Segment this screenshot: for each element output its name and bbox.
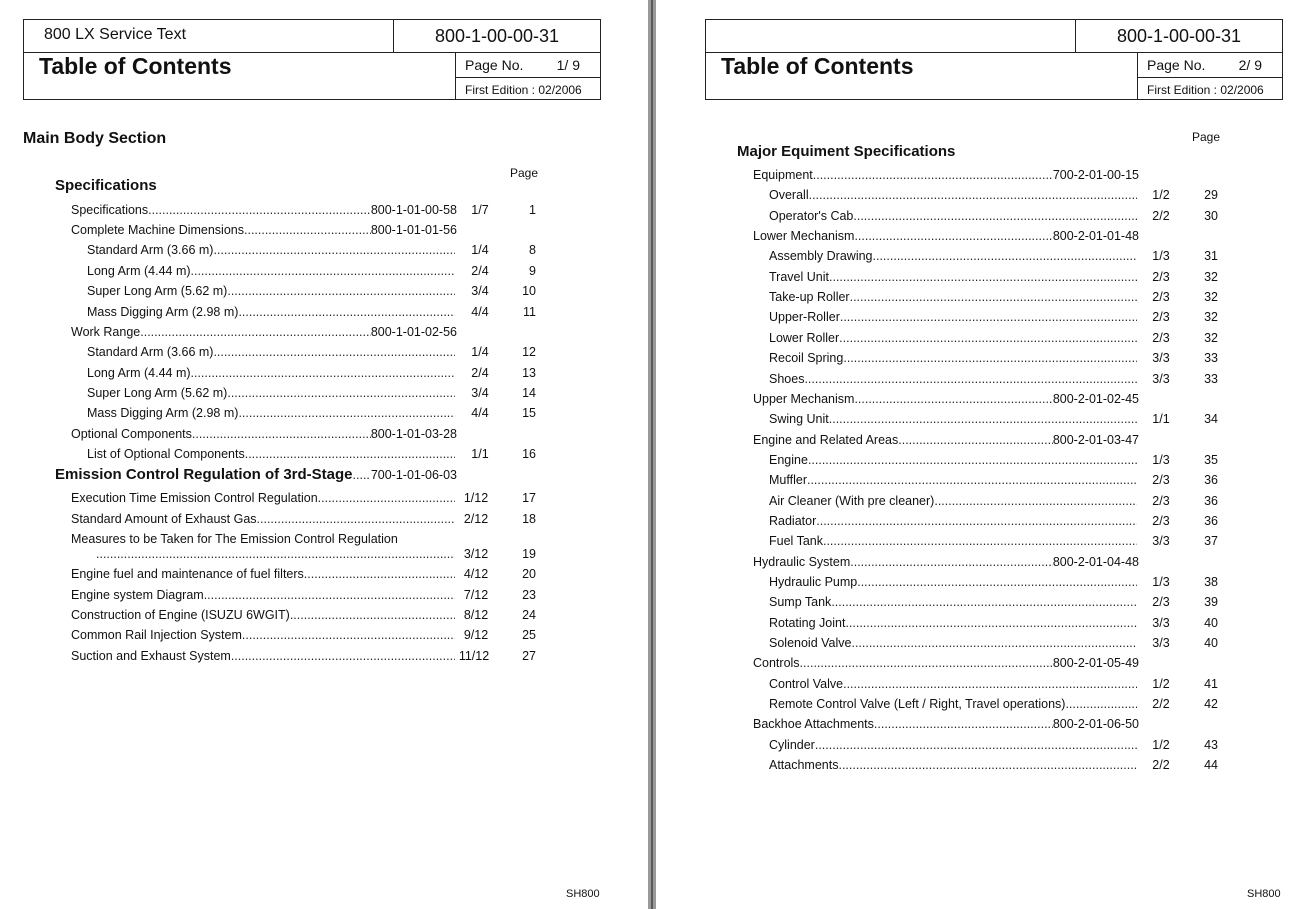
page-number: 24 [522, 608, 536, 622]
toc-entry[interactable]: Engine fuel and maintenance of fuel filters ..... [71, 567, 455, 581]
toc-entry[interactable]: Complete Machine Dimensions ..... 800-1-01-01-56 [71, 223, 457, 237]
toc-entry[interactable]: Lower Mechanism ..... 800-2-01-01-48 [753, 229, 1139, 243]
page-number-value: 2/ 9 [1238, 57, 1262, 73]
sheet-count: 2/12 [463, 512, 489, 526]
sheet-count: 1/4 [471, 345, 489, 359]
toc-entry[interactable]: Upper Mechanism ..... 800-2-01-02-45 [753, 392, 1139, 406]
page-number: 40 [1204, 636, 1218, 650]
footer-model: SH800 [1247, 888, 1281, 900]
page-header [23, 19, 601, 100]
page-title: Table of Contents [39, 53, 232, 79]
toc-entry[interactable]: Control Valve ..... [769, 677, 1137, 691]
toc-entry[interactable]: Attachments ..... [769, 758, 1137, 772]
page-number: 36 [1204, 473, 1218, 487]
toc-entry[interactable]: Mass Digging Arm (2.98 m) ..... [87, 305, 455, 319]
sheet-count: 2/3 [1152, 514, 1170, 528]
document-number: 800-1-00-00-31 [1116, 26, 1242, 46]
toc-entry[interactable]: Upper-Roller ..... [769, 310, 1137, 324]
document-number: 800-1-00-00-31 [434, 26, 560, 46]
toc-entry[interactable]: Travel Unit ..... [769, 270, 1137, 284]
toc-page-1 [0, 0, 648, 909]
page-number: 14 [522, 386, 536, 400]
sheet-count: 2/3 [1152, 290, 1170, 304]
sheet-count: 3/4 [471, 284, 489, 298]
toc-entry[interactable]: Standard Arm (3.66 m) ..... [87, 345, 455, 359]
toc-entry[interactable]: Long Arm (4.44 m) ..... [87, 264, 455, 278]
page-number: 39 [1204, 595, 1218, 609]
page-number: 11 [523, 305, 536, 319]
sheet-count: 2/4 [471, 264, 489, 278]
page-number: 10 [522, 284, 536, 298]
toc-entry[interactable]: Execution Time Emission Control Regulation ..... [71, 491, 455, 505]
page-number: 1 [529, 203, 536, 217]
page-number: 43 [1204, 738, 1218, 752]
sheet-count: 2/3 [1152, 595, 1170, 609]
toc-entry[interactable]: Fuel Tank ..... [769, 534, 1137, 548]
page-number: 41 [1204, 677, 1218, 691]
toc-entry[interactable]: Operator's Cab ..... [769, 209, 1137, 223]
page-number: 13 [522, 366, 536, 380]
footer-model: SH800 [566, 888, 600, 900]
page-number: 42 [1204, 697, 1218, 711]
page-column-header: Page [510, 166, 539, 180]
toc-entry[interactable]: Super Long Arm (5.62 m) ..... [87, 386, 455, 400]
manual-title: 800 LX Service Text [44, 26, 187, 43]
toc-entry[interactable]: Standard Amount of Exhaust Gas ..... [71, 512, 455, 526]
toc-entry[interactable]: Work Range ..... 800-1-01-02-56 [71, 325, 457, 339]
sheet-count: 4/12 [463, 567, 489, 581]
sheet-count: 3/3 [1152, 636, 1170, 650]
sheet-count: 3/12 [463, 547, 489, 561]
page-number: 36 [1204, 514, 1218, 528]
sheet-count: 8/12 [463, 608, 489, 622]
page-separator [648, 0, 656, 909]
sheet-count: 2/3 [1152, 331, 1170, 345]
toc-entry[interactable]: Solenoid Valve ..... [769, 636, 1137, 650]
toc-entry[interactable]: Sump Tank ..... [769, 595, 1137, 609]
toc-entry[interactable]: Shoes ..... [769, 372, 1137, 386]
page-number: 35 [1204, 453, 1218, 467]
sheet-count: 2/3 [1152, 473, 1170, 487]
sheet-count: 4/4 [471, 406, 489, 420]
page-number-value: 1/ 9 [556, 57, 580, 73]
sheet-count: 2/2 [1152, 209, 1170, 223]
page-number-label: Page No. [1147, 57, 1206, 73]
sheet-count: 2/2 [1152, 697, 1170, 711]
page-number: 33 [1204, 351, 1218, 365]
page-number: 17 [522, 491, 536, 505]
sheet-count: 4/4 [471, 305, 489, 319]
edition-label: First Edition : 02/2006 [465, 83, 582, 97]
page-number: 37 [1204, 534, 1218, 548]
toc-entry[interactable]: Rotating Joint ..... [769, 616, 1137, 630]
sheet-count: 3/3 [1152, 534, 1170, 548]
sheet-count: 7/12 [463, 588, 489, 602]
toc-entry[interactable]: Swing Unit ..... [769, 412, 1137, 426]
page-number: 25 [522, 628, 536, 642]
sheet-count: 1/3 [1152, 575, 1170, 589]
section-title: Major Equiment Specifications [737, 143, 956, 160]
page-number: 32 [1204, 290, 1218, 304]
sheet-count: 1/1 [1152, 412, 1170, 426]
sheet-count: 1/12 [463, 491, 489, 505]
sheet-count: 2/2 [1152, 758, 1170, 772]
sheet-count: 2/3 [1152, 494, 1170, 508]
toc-entry[interactable]: Construction of Engine (ISUZU 6WGIT) ..... [71, 608, 455, 622]
toc-entry[interactable]: Overall ..... [769, 188, 1137, 202]
sheet-count: 3/4 [471, 386, 489, 400]
page-number: 16 [522, 447, 536, 461]
toc-entry[interactable]: Engine and Related Areas ..... 800-2-01-03-47 [753, 433, 1139, 447]
page-number: 8 [529, 243, 536, 257]
toc-entry[interactable]: Radiator ..... [769, 514, 1137, 528]
sheet-count: 1/3 [1152, 249, 1170, 263]
page-number-label: Page No. [465, 57, 524, 73]
page-number: 19 [522, 547, 536, 561]
page-number: 32 [1204, 270, 1218, 284]
page-number: 34 [1204, 412, 1218, 426]
toc-entry[interactable]: Engine system Diagram ..... [71, 588, 455, 602]
toc-entry[interactable]: Muffler ..... [769, 473, 1137, 487]
page-number: 9 [529, 264, 536, 278]
toc-entry-dots [96, 547, 455, 561]
page-number: 18 [522, 512, 536, 526]
toc-entry[interactable]: Take-up Roller ..... [769, 290, 1137, 304]
toc-entry[interactable]: Engine ..... [769, 453, 1137, 467]
page-number: 32 [1204, 331, 1218, 345]
toc-entry[interactable]: Super Long Arm (5.62 m) ..... [87, 284, 455, 298]
sheet-count: 1/4 [471, 243, 489, 257]
sheet-count: 1/1 [471, 447, 489, 461]
toc-entry[interactable]: Specifications ..... 800-1-01-00-58 [71, 203, 457, 217]
toc-entry[interactable]: Hydraulic System ..... 800-2-01-04-48 [753, 555, 1139, 569]
page-column-header: Page [1192, 130, 1221, 144]
page-number: 31 [1204, 249, 1218, 263]
edition-label: First Edition : 02/2006 [1147, 83, 1264, 97]
toc-entry[interactable]: Backhoe Attachments ..... 800-2-01-06-50 [753, 717, 1139, 731]
sheet-count: 11/12 [458, 649, 490, 663]
page-number: 29 [1204, 188, 1218, 202]
toc-entry[interactable]: Mass Digging Arm (2.98 m) ..... [87, 406, 455, 420]
section-title: Main Body Section [23, 130, 167, 147]
page-number: 12 [522, 345, 536, 359]
toc-entry[interactable]: Remote Control Valve (Left / Right, Travel operations) ..... [769, 697, 1137, 711]
sheet-count: 3/3 [1152, 616, 1170, 630]
page-number: 15 [522, 406, 536, 420]
sheet-count: 1/3 [1152, 453, 1170, 467]
sheet-count: 9/12 [463, 628, 489, 642]
page-header [705, 19, 1283, 100]
sheet-count: 3/3 [1152, 372, 1170, 386]
toc-entry[interactable]: Hydraulic Pump ..... [769, 575, 1137, 589]
page-number: 20 [522, 567, 536, 581]
toc-entry[interactable]: Assembly Drawing ..... [769, 249, 1137, 263]
page-number: 40 [1204, 616, 1218, 630]
toc-entry[interactable]: Lower Roller ..... [769, 331, 1137, 345]
subsection-title: Specifications [55, 177, 157, 194]
page-number: 23 [522, 588, 536, 602]
sheet-count: 3/3 [1152, 351, 1170, 365]
toc-entry[interactable]: Recoil Spring ..... [769, 351, 1137, 365]
page-number: 32 [1204, 310, 1218, 324]
page-number: 36 [1204, 494, 1218, 508]
toc-entry[interactable]: List of Optional Components ..... [87, 447, 455, 461]
toc-entry-section[interactable]: Emission Control Regulation of 3rd-Stage ..... 700-1-01-06-03 [55, 468, 457, 482]
page-title: Table of Contents [721, 53, 914, 79]
sheet-count: 1/2 [1152, 188, 1170, 202]
sheet-count: 2/3 [1152, 270, 1170, 284]
page-number: 30 [1204, 209, 1218, 223]
page-number: 27 [522, 649, 536, 663]
toc-entry[interactable]: Equipment ..... 700-2-01-00-15 [753, 168, 1139, 182]
toc-entry[interactable]: Suction and Exhaust System ..... [71, 649, 455, 663]
sheet-count: 1/2 [1152, 738, 1170, 752]
toc-entry-label[interactable]: Measures to be Taken for The Emission Control Regulation [71, 532, 398, 546]
toc-entry[interactable]: Long Arm (4.44 m) ..... [87, 366, 455, 380]
toc-entry[interactable]: Controls ..... 800-2-01-05-49 [753, 656, 1139, 670]
sheet-count: 2/3 [1152, 310, 1170, 324]
sheet-count: 1/7 [471, 203, 489, 217]
sheet-count: 2/4 [471, 366, 489, 380]
page-number: 38 [1204, 575, 1218, 589]
toc-entry[interactable]: Air Cleaner (With pre cleaner) ..... [769, 494, 1137, 508]
toc-entry[interactable]: Cylinder ..... [769, 738, 1137, 752]
toc-entry[interactable]: Common Rail Injection System ..... [71, 628, 455, 642]
toc-entry[interactable]: Optional Components ..... 800-1-01-03-28 [71, 427, 457, 441]
page-number: 33 [1204, 372, 1218, 386]
toc-page-2 [656, 0, 1297, 909]
sheet-count: 1/2 [1152, 677, 1170, 691]
toc-entry[interactable]: Standard Arm (3.66 m) ..... [87, 243, 455, 257]
page-number: 44 [1204, 758, 1218, 772]
